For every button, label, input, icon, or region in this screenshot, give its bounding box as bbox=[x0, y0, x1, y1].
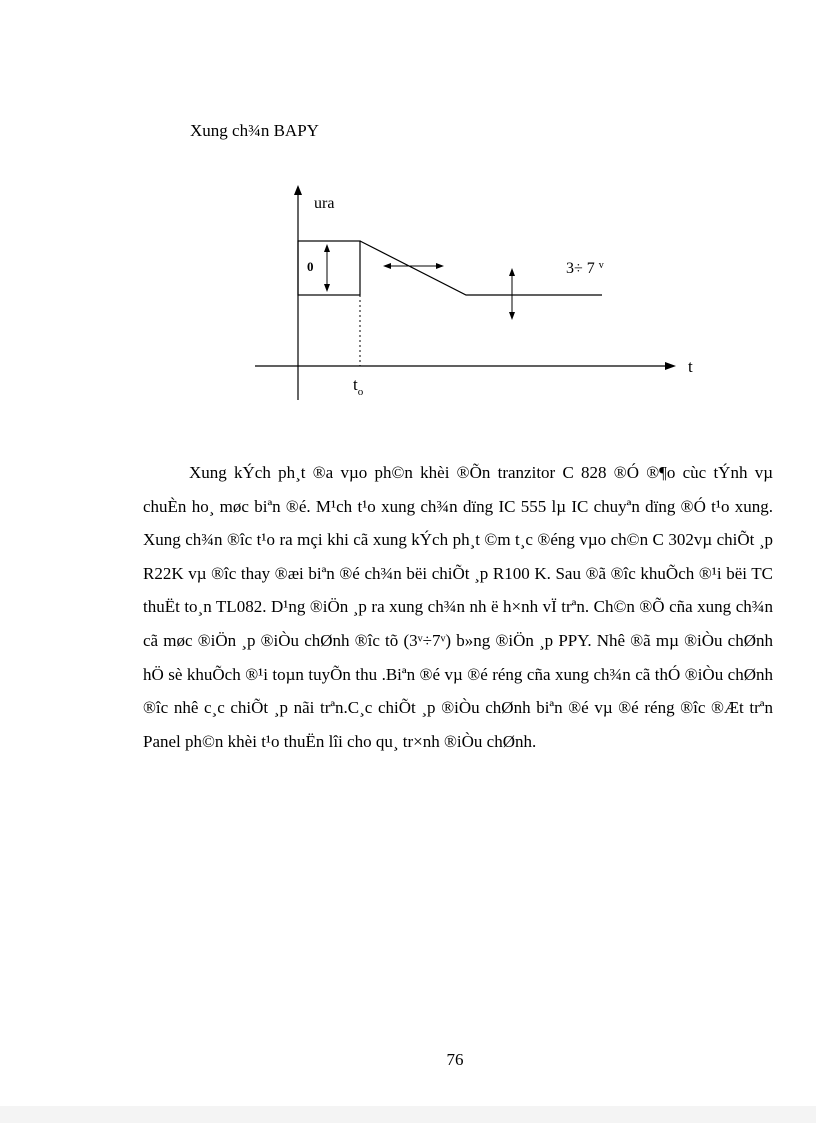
base-level-arrow-top bbox=[509, 268, 515, 276]
x-axis-label: t bbox=[688, 357, 693, 376]
x-axis-arrow bbox=[665, 362, 676, 370]
t0-label bbox=[353, 375, 364, 398]
body-text bbox=[143, 456, 773, 758]
pulse-diagram-svg bbox=[240, 180, 700, 410]
figure-caption: Xung ch¾n BAPY bbox=[190, 121, 319, 140]
page-number: 76 bbox=[446, 1050, 464, 1069]
y-axis-label: ura bbox=[314, 195, 335, 212]
slope-width-arrow-right bbox=[436, 263, 444, 269]
y-axis-arrow bbox=[294, 185, 302, 195]
pulse-height-arrow-top bbox=[324, 244, 330, 252]
page-bottom-edge bbox=[0, 1106, 816, 1123]
pulse-label: 0 bbox=[307, 259, 314, 274]
slope-width-arrow-left bbox=[383, 263, 391, 269]
amplitude-label-sup: v bbox=[598, 260, 604, 271]
amplitude-label-main: 3÷ 7 bbox=[566, 260, 595, 277]
t0-label-sub: o bbox=[357, 386, 364, 398]
base-level-arrow-bottom bbox=[509, 312, 515, 320]
pulse-diagram bbox=[240, 180, 700, 410]
amplitude-label bbox=[566, 260, 604, 277]
pulse-height-arrow-bottom bbox=[324, 284, 330, 292]
t0-label-main: t bbox=[353, 375, 358, 394]
body-paragraph: Xung kÝch ph¸t ®a vµo ph©n khèi ®Õn tranzitor C 828 ®Ó ®¶o cùc tÝnh vµ chuÈn ho¸ møc biªn ®é. M¹ch t¹o xung ch¾n dïng IC 555 lµ IC chuyªn dïng ®Ó t¹o xung. Xung ch¾n ®îc t¹o ra mçi khi cã xung kÝch ph¸t ©m t¸c ®éng vµo ch©n C 302vµ chiÕt ¸p R22K vµ ®îc thay ®æi biªn ®é ch¾n bëi chiÕt ¸p R100 K. Sau ®ã ®îc khuÕch ®¹i bëi TC thuËt to¸n TL082. D¹ng ®iÖn ¸p ra xung ch¾n nh ë h×nh vÏ trªn. Ch©n ®Õ cña xung ch¾n cã møc ®iÖn ¸p ®iÒu chØnh ®îc tõ (3ᵛ÷7ᵛ) b»ng ®iÖn ¸p PPY. Nhê ®ã mµ ®iÒu chØnh hÖ sè khuÕch ®¹i toµn tuyÕn thu .Biªn ®é vµ ®é réng cña xung ch¾n cã thÓ ®iÒu chØnh ®îc nhê c¸c chiÕt ¸p nãi trªn.C¸c chiÕt ¸p ®iÒu chØnh biªn ®é vµ ®é réng ®îc ®Æt trªn Panel ph©n khèi t¹o thuËn lîi cho qu¸ tr×nh ®iÒu chØnh. bbox=[143, 463, 773, 751]
